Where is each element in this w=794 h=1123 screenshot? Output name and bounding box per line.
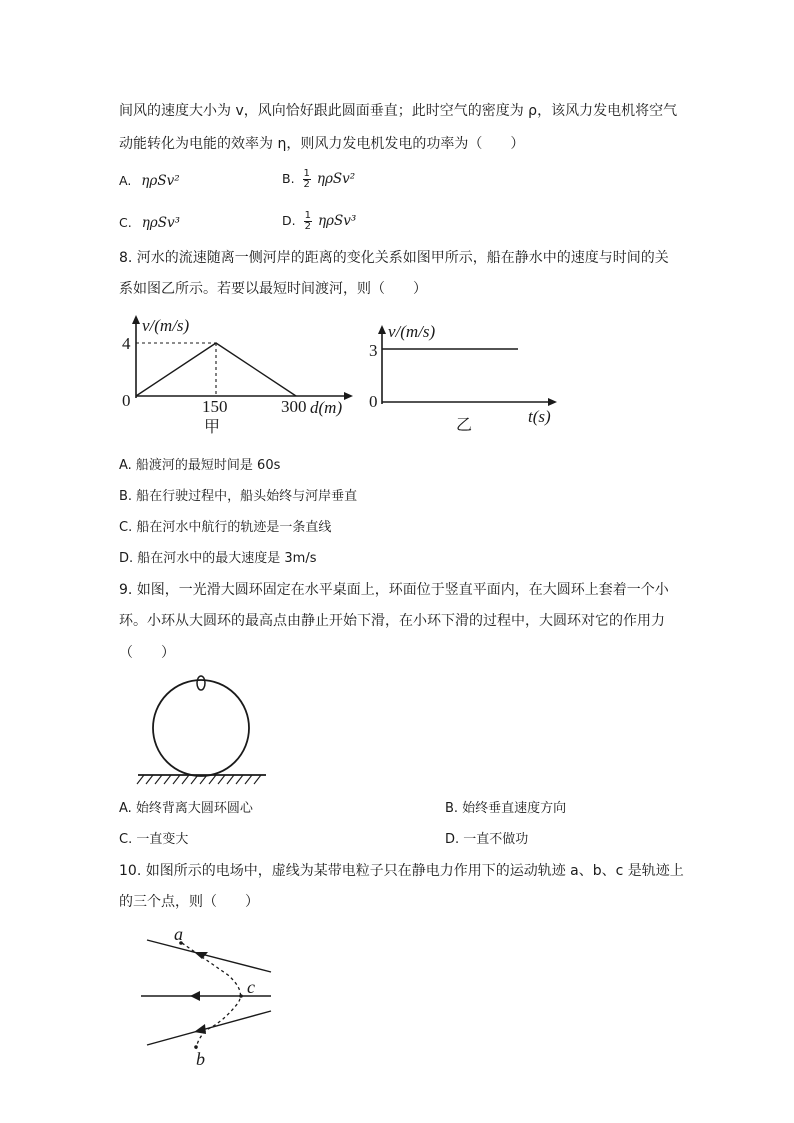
q8-graph-jia — [112, 312, 372, 437]
y-tick-3: 3 — [369, 341, 378, 360]
q9-stem-line-2: 环。小环从大圆环的最高点由静止开始下滑，在小环下滑的过程中，大圆环对它的作用力 — [119, 613, 665, 629]
q9-stem-line-1: 9. 如图，一光滑大圆环固定在水平桌面上，环面位于竖直平面内，在大圆环上套着一个小 — [119, 582, 669, 598]
y-axis-label: v/(m/s) — [388, 322, 436, 341]
q7-option-d[interactable] — [282, 211, 356, 232]
x-axis-label: t(s) — [528, 407, 551, 426]
q7-option-b-label: B. — [282, 171, 295, 186]
q7-option-a[interactable] — [119, 171, 180, 191]
q9-stem-line-3: （ ） — [119, 645, 175, 661]
field-line-top — [147, 940, 271, 972]
q7-option-b-fraction — [303, 169, 311, 190]
q9-option-b[interactable]: B. 始终垂直速度方向 — [445, 801, 567, 816]
origin-label: 0 — [369, 392, 378, 411]
q8-stem-line-2: 系如图乙所示。若要以最短时间渡河，则（ ） — [119, 281, 427, 297]
x-axis-label: d(m) — [310, 398, 343, 417]
fraction-denominator: 2 — [304, 221, 311, 232]
q7-stem-line-1: 间风的速度大小为 v，风向恰好跟此圆面垂直；此时空气的密度为 ρ，该风力发电机将空气 — [119, 103, 678, 119]
q10-field-figure — [138, 925, 283, 1075]
q7-option-a-text: ηρSv² — [141, 173, 180, 189]
label-b: b — [196, 1049, 205, 1069]
label-c: c — [247, 977, 255, 997]
field-arrow-middle — [190, 991, 200, 1001]
graph-caption-jia: 甲 — [204, 417, 221, 436]
q9-option-d[interactable]: D. 一直不做功 — [445, 832, 529, 847]
q8-stem-line-1: 8. 河水的流速随离一侧河岸的距离的变化关系如图甲所示，船在静水中的速度与时间的关 — [119, 250, 669, 266]
y-axis-arrow — [132, 315, 140, 324]
fraction-numerator: 1 — [304, 210, 311, 221]
q7-stem-line-2: 动能转化为电能的效率为 η，则风力发电机发电的功率为（ ） — [119, 136, 525, 152]
label-a: a — [174, 924, 183, 944]
x-tick-300: 300 — [281, 397, 307, 416]
large-ring — [153, 680, 249, 776]
fraction-numerator: 1 — [303, 168, 310, 179]
origin-label: 0 — [122, 391, 131, 410]
q7-option-c[interactable] — [119, 213, 180, 233]
q8-option-c[interactable]: C. 船在河水中航行的轨迹是一条直线 — [119, 520, 332, 535]
y-axis-label: v/(m/s) — [142, 316, 190, 335]
q8-option-d[interactable]: D. 船在河水中的最大速度是 3m/s — [119, 551, 317, 566]
q9-option-c[interactable]: C. 一直变大 — [119, 832, 189, 847]
q8-option-b[interactable]: B. 船在行驶过程中，船头始终与河岸垂直 — [119, 489, 358, 504]
x-tick-150: 150 — [202, 397, 228, 416]
q7-option-c-label: C. — [119, 215, 132, 230]
y-axis-arrow — [378, 325, 386, 334]
x-axis-arrow — [548, 398, 557, 406]
q8-graph-yi — [366, 318, 566, 438]
small-ring — [197, 676, 205, 690]
y-tick-4: 4 — [122, 334, 131, 353]
q10-stem-line-1: 10. 如图所示的电场中，虚线为某带电粒子只在静电力作用下的运动轨迹 a、b、c 是轨迹上 — [119, 863, 684, 879]
x-axis-arrow — [344, 392, 353, 400]
q7-option-a-label: A. — [119, 173, 132, 188]
fraction-denominator: 2 — [303, 179, 310, 190]
q7-option-d-fraction — [304, 211, 312, 232]
q7-option-d-label: D. — [282, 213, 296, 228]
q9-option-a[interactable]: A. 始终背离大圆环圆心 — [119, 801, 253, 816]
q7-option-b[interactable] — [282, 169, 355, 190]
graph-caption-yi: 乙 — [456, 415, 473, 434]
q7-option-c-text: ηρSv³ — [141, 215, 180, 231]
q8-option-a[interactable]: A. 船渡河的最短时间是 60s — [119, 458, 281, 473]
q7-option-d-text: ηρSv³ — [317, 213, 357, 229]
q7-option-b-text: ηρSv² — [316, 171, 356, 187]
point-c-dot — [239, 994, 243, 998]
q9-ring-figure — [134, 672, 274, 790]
q10-stem-line-2: 的三个点，则（ ） — [119, 894, 259, 910]
